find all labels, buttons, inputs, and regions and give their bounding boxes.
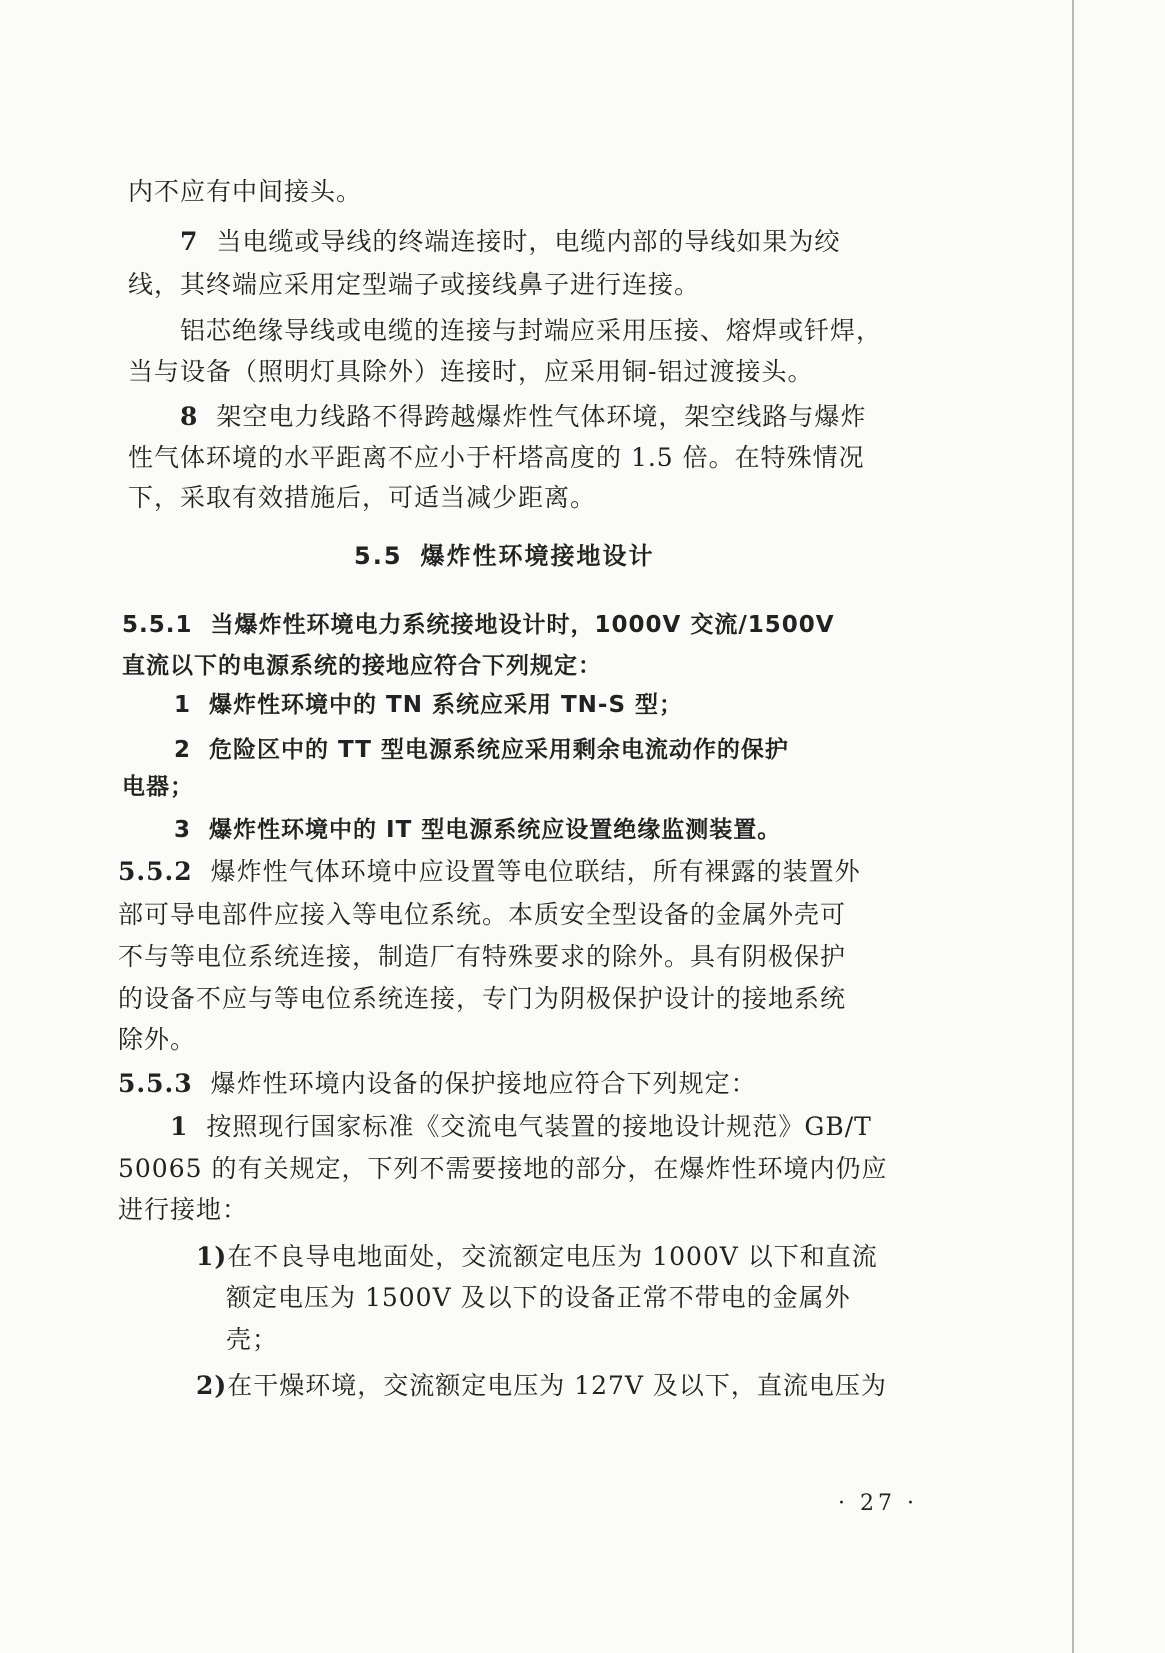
text-line: 壳； <box>226 1325 279 1354</box>
text-line: 当与设备（照明灯具除外）连接时，应采用铜-铝过渡接头。 <box>128 357 814 386</box>
text-line: 线，其终端应采用定型端子或接线鼻子进行连接。 <box>128 270 701 299</box>
page-edge-shadow <box>1072 0 1074 1653</box>
list-item: 3 爆炸性环境中的 IT 型电源系统应设置绝缘监测装置。 <box>174 817 782 843</box>
clause-5-5-3: 5.5.3 爆炸性环境内设备的保护接地应符合下列规定： <box>118 1069 757 1098</box>
text-line: 50065 的有关规定，下列不需要接地的部分，在爆炸性环境内仍应 <box>118 1154 888 1183</box>
list-item: 2 危险区中的 TT 型电源系统应采用剩余电流动作的保护 <box>174 737 789 763</box>
list-item: 1 按照现行国家标准《交流电气装置的接地设计规范》GB/T <box>170 1112 872 1141</box>
sub-list-item: 2)在干燥环境，交流额定电压为 127V 及以下，直流电压为 <box>196 1371 887 1400</box>
text-line: 性气体环境的水平距离不应小于杆塔高度的 1.5 倍。在特殊情况 <box>128 443 865 472</box>
list-item: 8 架空电力线路不得跨越爆炸性气体环境，架空线路与爆炸 <box>180 402 867 431</box>
sub-list-item: 1)在不良导电地面处，交流额定电压为 1000V 以下和直流 <box>196 1242 878 1271</box>
page-number: · 27 · <box>838 1491 918 1516</box>
text-line: 进行接地： <box>118 1195 249 1224</box>
text-line: 铝芯绝缘导线或电缆的连接与封端应采用压接、熔焊或钎焊， <box>180 316 883 345</box>
text-line: 的设备不应与等电位系统连接，专门为阴极保护设计的接地系统 <box>118 984 847 1013</box>
text-line: 除外。 <box>118 1025 197 1054</box>
list-item: 7 当电缆或导线的终端连接时，电缆内部的导线如果为绞 <box>180 227 841 256</box>
text-line: 部可导电部件应接入等电位系统。本质安全型设备的金属外壳可 <box>118 900 847 929</box>
list-item: 1 爆炸性环境中的 TN 系统应采用 TN-S 型； <box>174 692 684 718</box>
text-line: 直流以下的电源系统的接地应符合下列规定： <box>122 653 602 679</box>
clause-5-5-1: 5.5.1 当爆炸性环境电力系统接地设计时，1000V 交流/1500V <box>122 612 835 638</box>
text-line: 下，采取有效措施后，可适当减少距离。 <box>128 483 597 512</box>
text-line: 内不应有中间接头。 <box>128 177 363 206</box>
text-line: 不与等电位系统连接，制造厂有特殊要求的除外。具有阴极保护 <box>118 942 847 971</box>
section-heading: 5.5 爆炸性环境接地设计 <box>354 542 655 570</box>
text-line: 额定电压为 1500V 及以下的设备正常不带电的金属外 <box>226 1283 851 1312</box>
clause-5-5-2: 5.5.2 爆炸性气体环境中应设置等电位联结，所有裸露的装置外 <box>118 857 861 886</box>
text-line: 电器； <box>122 774 194 800</box>
